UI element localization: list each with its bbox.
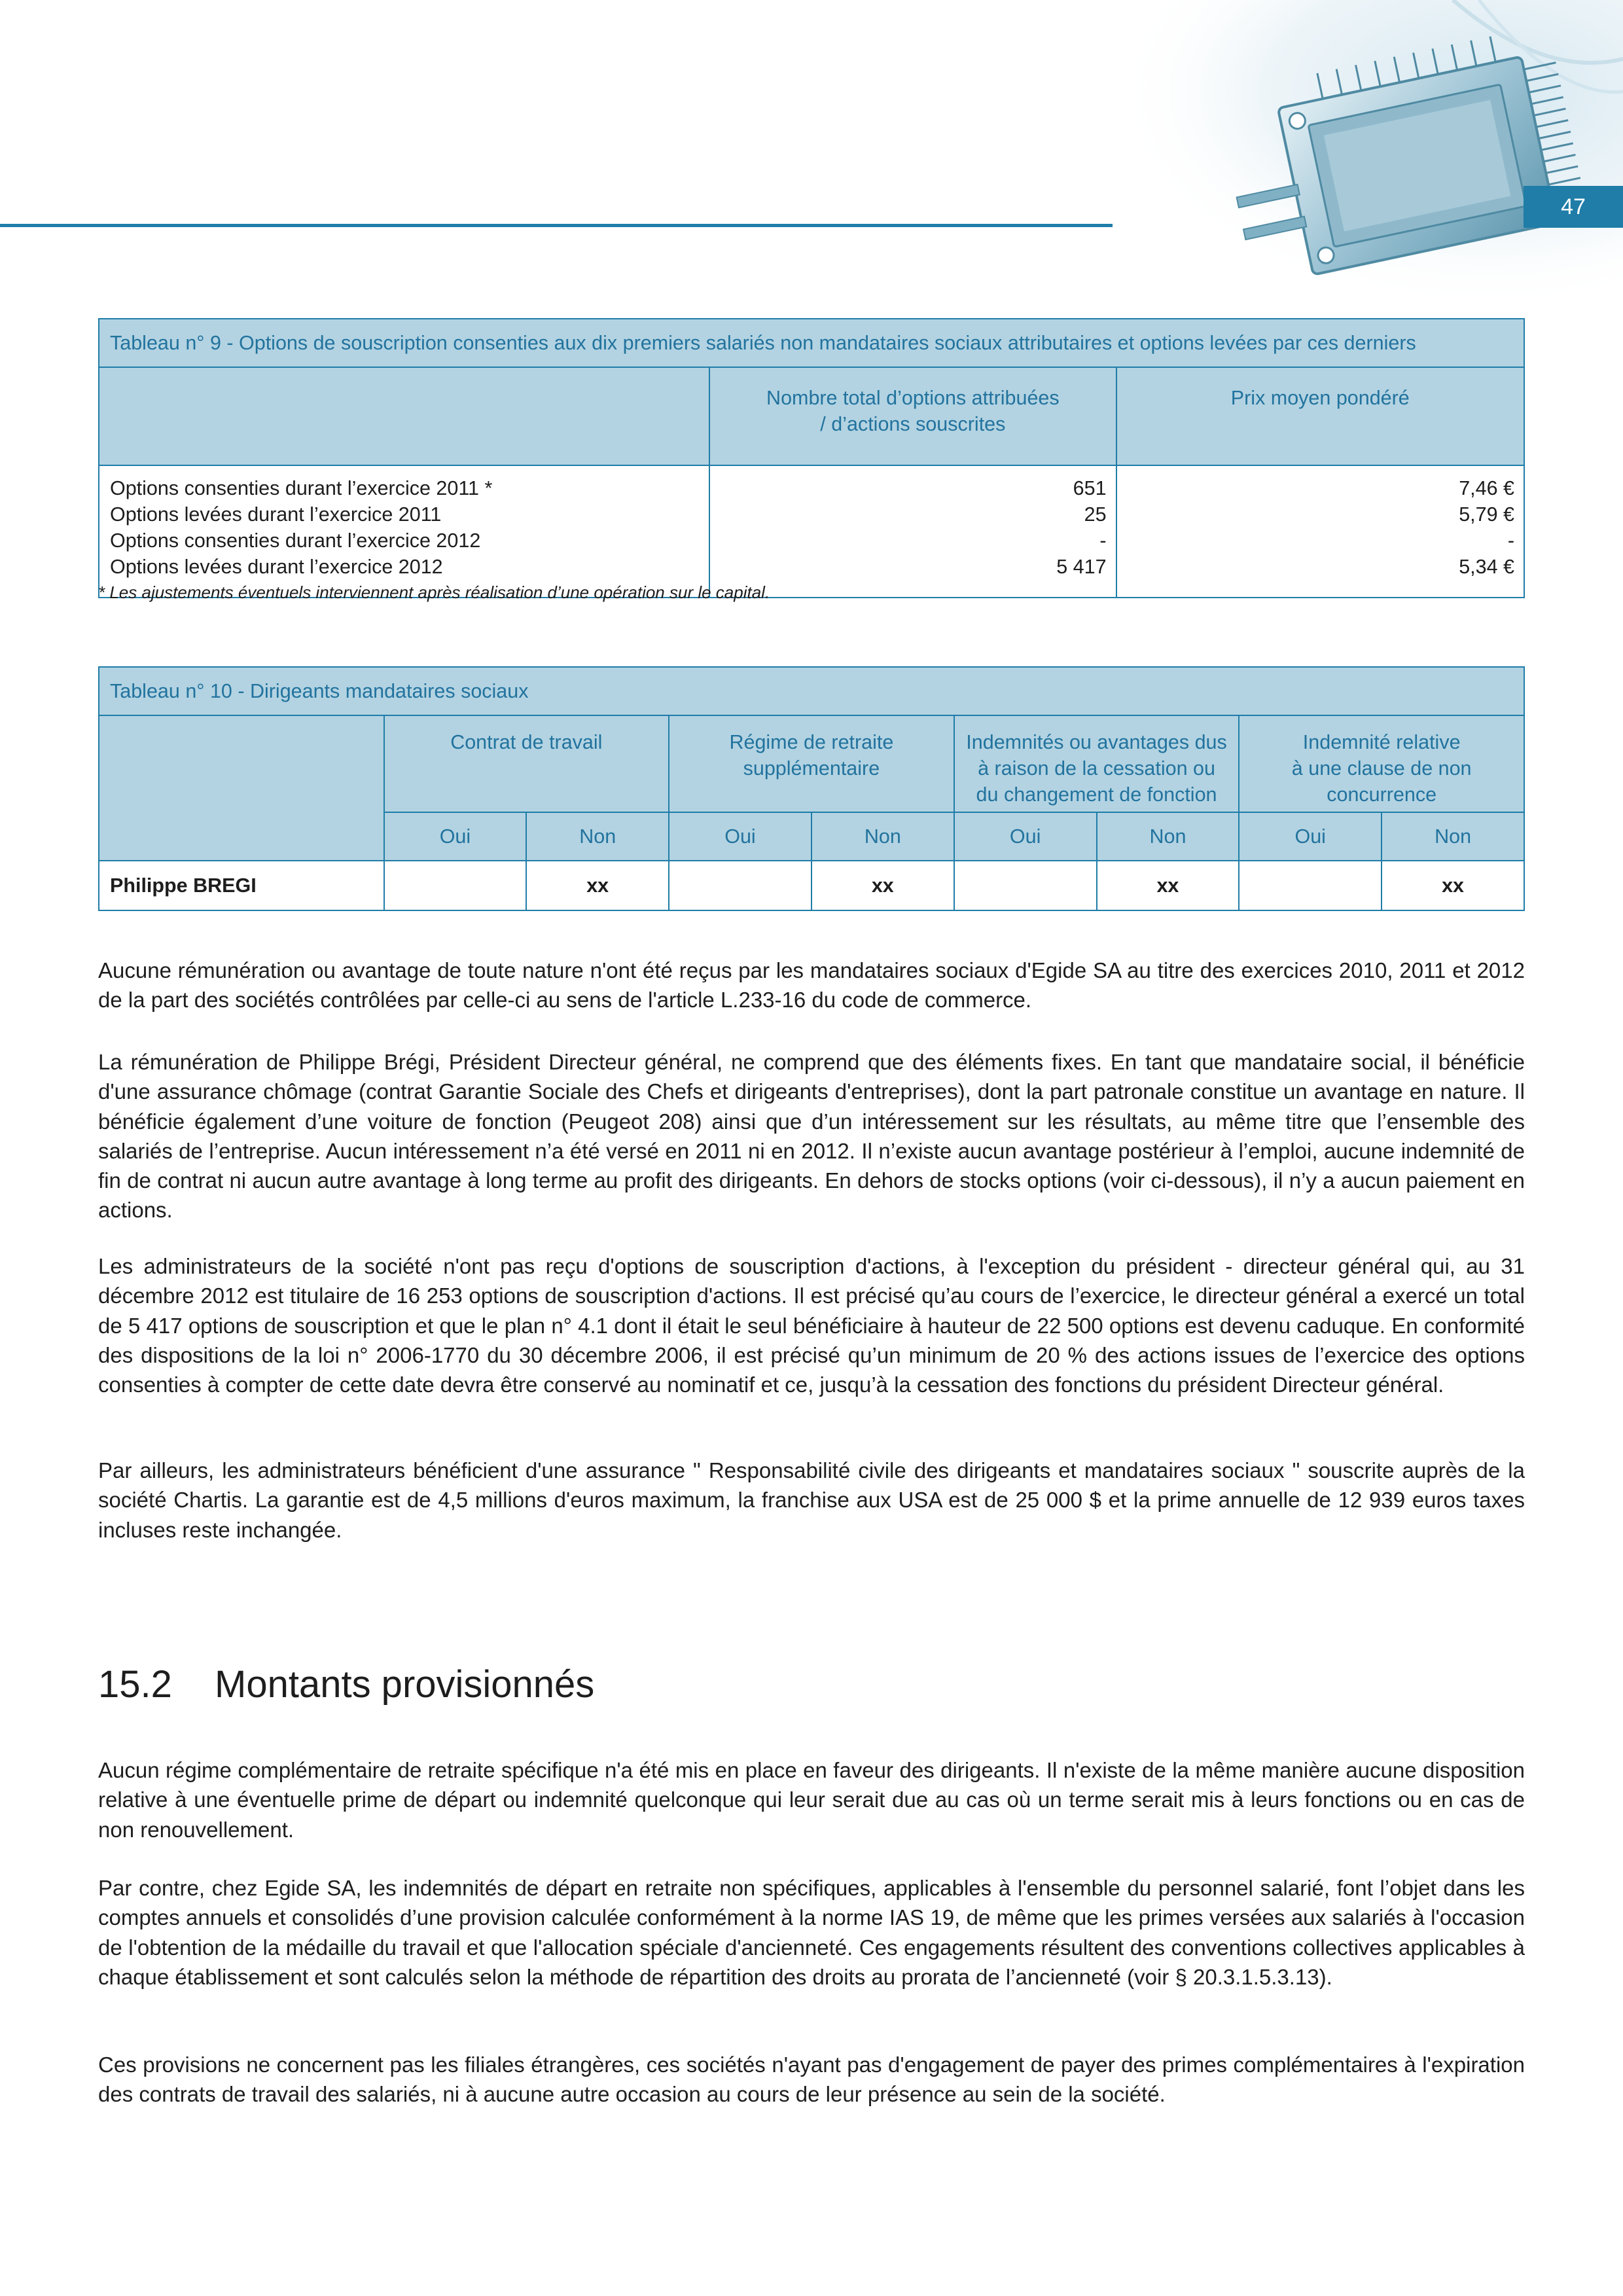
table-10-executive-officers <box>98 666 1525 911</box>
table-10-cell-empty <box>954 861 1097 910</box>
header-rule <box>0 224 1113 227</box>
paragraph: Aucune rémunération ou avantage de toute nature n'ont été reçus par les mandataires sociaux d'Egide SA au titre des exercices 2010, 2011 et 2012 de la part des sociétés contrôlées par celle-ci au sens de l'article L.233-16 du code de commerce. <box>98 958 1525 1013</box>
table-10-header-severance: Indemnités ou avantages dus à raison de la cessation ou du changement de fonction <box>954 715 1240 812</box>
table-10-header-empty <box>99 715 384 861</box>
table-10-cell-mark: xx <box>1097 861 1240 910</box>
paragraph: Par ailleurs, les administrateurs bénéficient d'une assurance " Responsabilité civile des dirigeants et mandataires sociaux " souscrite auprès de la société Chartis. La garantie est de 4,5 millions d'euros maximum, la franchise aux USA est de 25 000 $ et la prime annuelle de 12 939 euros taxes incluses reste inchangée. <box>98 1458 1525 1542</box>
table-9-header-options-count: Nombre total d’options attribuées / d’actions souscrites <box>709 367 1116 465</box>
paragraph: Ces provisions ne concernent pas les filiales étrangères, ces sociétés n'ayant pas d'engagement de payer des primes complémentaires à l'expiration des contrats de travail des salariés, ni à aucune autre occasion au cours de leur présence au sein de la société. <box>98 2053 1525 2107</box>
table-10-header-employment-contract: Contrat de travail <box>384 715 669 812</box>
paragraph: La rémunération de Philippe Brégi, Président Directeur général, ne comprend que des éléments fixes. En tant que mandataire social, il bénéficie d'une assurance chômage (contrat Garantie Sociale des Chefs et dirigeants d'entreprises), dont la part patronale constitue un avantage en nature. Il bénéficie également d’une voiture de fonction (Peugeot 208) ainsi que d’un intéressement sur les résultats, au même titre que l’ensemble des salariés de l’entreprise. Aucun intéressement n’a été versé en 2011 ni en 2012. Il n’existe aucun avantage postérieur à l’emploi, aucune indemnité de fin de contrat ni aucun autre avantage à long terme au profit des dirigeants. En dehors de stocks options (voir ci-dessous), il n’y a aucun paiement en actions. <box>98 1050 1525 1223</box>
table-10-header-non-compete: Indemnité relative à une clause de non concurrence <box>1239 715 1524 812</box>
section-title: Montants provisionnés <box>215 1663 595 1706</box>
table-9-prices: 7,46 € 5,79 € - 5,34 € <box>1116 465 1524 598</box>
table-9-footnote: * Les ajustements éventuels interviennent après réalisation d’une opération sur le capital. <box>98 583 770 602</box>
table-9-header-empty <box>99 367 709 465</box>
table-row <box>99 861 1524 910</box>
table-9-header-weighted-price: Prix moyen pondéré <box>1116 367 1524 465</box>
table-10-oui-label: Oui <box>1239 812 1382 861</box>
section-number: 15.2 <box>98 1663 172 1706</box>
table-10-cell-empty <box>384 861 527 910</box>
header-graphic <box>1086 0 1623 308</box>
table-10-cell-mark: xx <box>812 861 954 910</box>
table-10-non-label: Non <box>1382 812 1524 861</box>
table-9-stock-options <box>98 318 1525 598</box>
table-10-non-label: Non <box>1097 812 1240 861</box>
paragraph: Par contre, chez Egide SA, les indemnités de départ en retraite non spécifiques, applicables à l'ensemble du personnel salarié, font l’objet dans les comptes annuels et consolidés d’une provision calculée conformément à la norme IAS 19, de même que les primes versées aux salariés à l'occasion de l'obtention de la médaille du travail et que l'allocation spéciale d'ancienneté. Ces engagements résultent des conventions collectives applicables à chaque établissement et sont calculés selon la méthode de répartition des droits au prorata de l’ancienneté (voir § 20.3.1.5.3.13). <box>98 1876 1525 1989</box>
table-10-oui-label: Oui <box>669 812 812 861</box>
table-10-officer-name: Philippe BREGI <box>99 861 384 910</box>
page-number: 47 <box>1524 186 1623 228</box>
table-10-cell-empty <box>669 861 812 910</box>
paragraph: Les administrateurs de la société n'ont pas reçu d'options de souscription d'actions, à l'exception du président - directeur général qui, au 31 décembre 2012 est titulaire de 16 253 options de souscription d'actions. Il est précisé qu’au cours de l’exercice, le directeur général a exercé un total de 5 417 options de souscription et que le plan n° 4.1 dont il était le seul bénéficiaire à hauteur de 22 500 options est devenu caduque. En conformité des dispositions de la loi n° 2006-1770 du 30 décembre 2006, il est précisé qu’un minimum de 20 % des actions issues de l’exercice des options consenties à compter de cette date devra être conservé au nominatif et ce, jusqu’à la cessation des fonctions du président Directeur général. <box>98 1254 1525 1397</box>
table-9-row-labels: Options consenties durant l’exercice 2011 * Options levées durant l’exercice 2011 Options consenties durant l’exercice 2012 Options levées durant l’exercice 2012 <box>99 465 709 598</box>
table-10-header-pension-plan: Régime de retraite supplémentaire <box>669 715 954 812</box>
table-9-option-counts: 651 25 - 5 417 <box>709 465 1116 598</box>
table-10-cell-empty <box>1239 861 1382 910</box>
table-10-non-label: Non <box>526 812 669 861</box>
table-9-caption: Tableau n° 9 - Options de souscription consenties aux dix premiers salariés non mandataires sociaux attributaires et options levées par ces derniers <box>99 319 1524 367</box>
table-10-oui-label: Oui <box>384 812 527 861</box>
table-10-oui-label: Oui <box>954 812 1097 861</box>
table-10-non-label: Non <box>812 812 954 861</box>
table-row <box>99 465 1524 598</box>
table-10-caption: Tableau n° 10 - Dirigeants mandataires sociaux <box>99 667 1524 715</box>
section-heading <box>98 1662 594 1706</box>
table-10-cell-mark: xx <box>526 861 669 910</box>
paragraph: Aucun régime complémentaire de retraite spécifique n'a été mis en place en faveur des dirigeants. Il n'existe de la même manière aucune disposition relative à une éventuelle prime de départ ou indemnité quelconque qui leur serait due au cas où un terme serait mis à leurs fonctions ou en cas de non renouvellement. <box>98 1758 1525 1842</box>
table-10-cell-mark: xx <box>1382 861 1524 910</box>
